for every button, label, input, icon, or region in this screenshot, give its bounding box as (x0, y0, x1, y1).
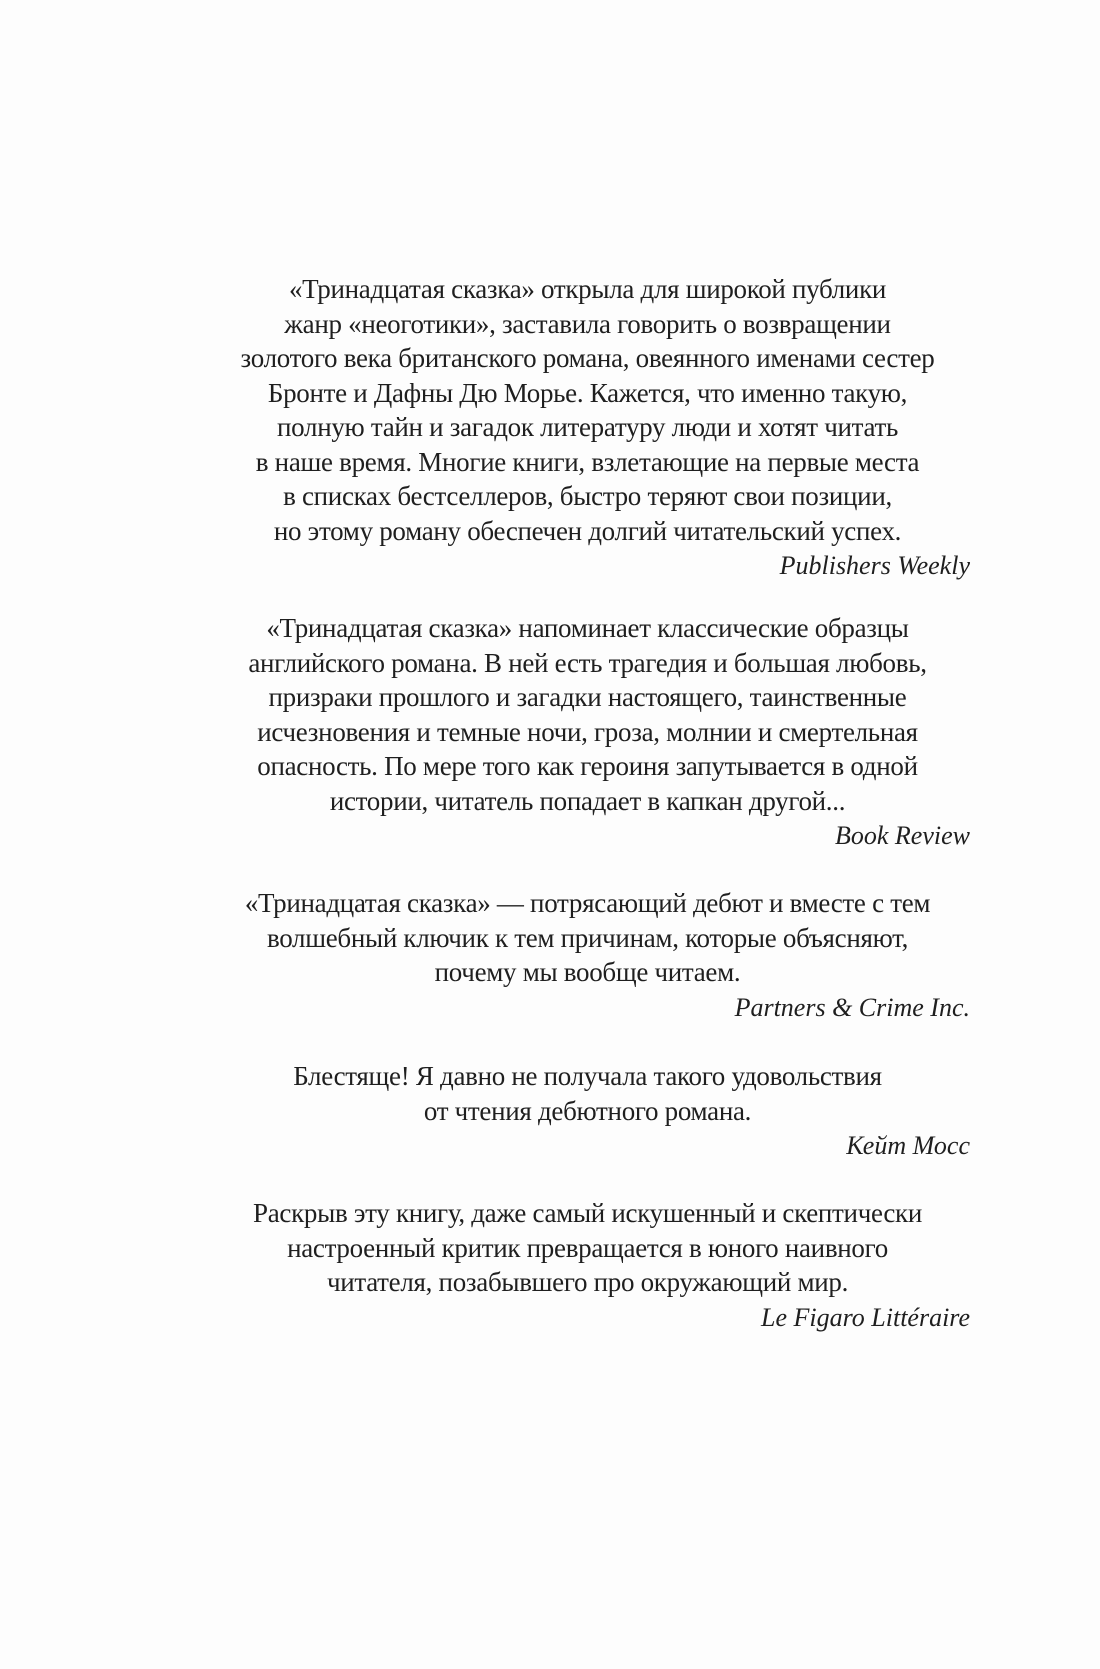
quote-text (205, 611, 970, 818)
review-quote-book-review (205, 611, 970, 854)
review-quote-partners-crime (205, 886, 970, 1025)
quote-line: Бронте и Дафны Дю Морье. Кажется, что именно такую, (267, 377, 908, 408)
quote-line: жанр «неоготики», заставила говорить о возвращении (284, 308, 891, 339)
quote-line: в списках бестселлеров, быстро теряют свои позиции, (283, 481, 892, 511)
quote-source: Кейт Мосс (846, 1131, 970, 1160)
quote-text (205, 1059, 970, 1128)
quote-source: Le Figaro Littéraire (761, 1302, 970, 1332)
quote-line: призраки прошлого и загадки настоящего, таинственные (268, 682, 907, 712)
quote-text (205, 272, 970, 548)
quote-line: истории, читатель попадает в капкан другой... (329, 785, 846, 816)
quote-line: почему мы вообще читаем. (434, 957, 741, 987)
quote-line: «Тринадцатая сказка» открыла для широкой публики (288, 274, 887, 304)
quote-line: «Тринадцатая сказка» — потрясающий дебют и вместе с тем (244, 888, 931, 918)
quote-line: но этому роману обеспечен долгий читательский успех. (273, 515, 902, 546)
quote-line: «Тринадцатая сказка» напоминает классические образцы (266, 613, 909, 643)
quote-line: полную тайн и загадок литературу люди и хотят читать (277, 412, 898, 442)
quote-source: Partners & Crime Inc. (734, 992, 970, 1022)
quote-line: опасность. По мере того как героиня запутывается в одной (257, 751, 918, 781)
quote-source: Book Review (835, 821, 970, 850)
quote-line: читателя, позабывшего про окружающий мир. (326, 1267, 849, 1297)
quote-line: золотого века британского романа, овеянного именами сестер (240, 343, 935, 373)
quote-text (205, 886, 970, 990)
quote-text (205, 1196, 970, 1300)
quote-line: Раскрыв эту книгу, даже самый искушенный и скептически (253, 1198, 922, 1228)
quote-line: настроенный критик превращается в юного наивного (287, 1232, 888, 1263)
quote-line: от чтения дебютного романа. (423, 1095, 752, 1126)
review-quote-kate-moss (205, 1059, 970, 1164)
review-quote-le-figaro (205, 1196, 970, 1335)
review-quote-publishers-weekly (205, 272, 970, 584)
quote-source: Publishers Weekly (779, 551, 970, 580)
quote-line: Блестяще! Я давно не получала такого удовольствия (293, 1061, 882, 1091)
quote-line: английского романа. В ней есть трагедия и большая любовь, (248, 647, 927, 678)
quote-line: в наше время. Многие книги, взлетающие на первые места (255, 446, 920, 477)
quote-line: исчезновения и темные ночи, гроза, молнии и смертельная (257, 716, 918, 747)
quote-line: волшебный ключик к тем причинам, которые объясняют, (266, 922, 909, 953)
